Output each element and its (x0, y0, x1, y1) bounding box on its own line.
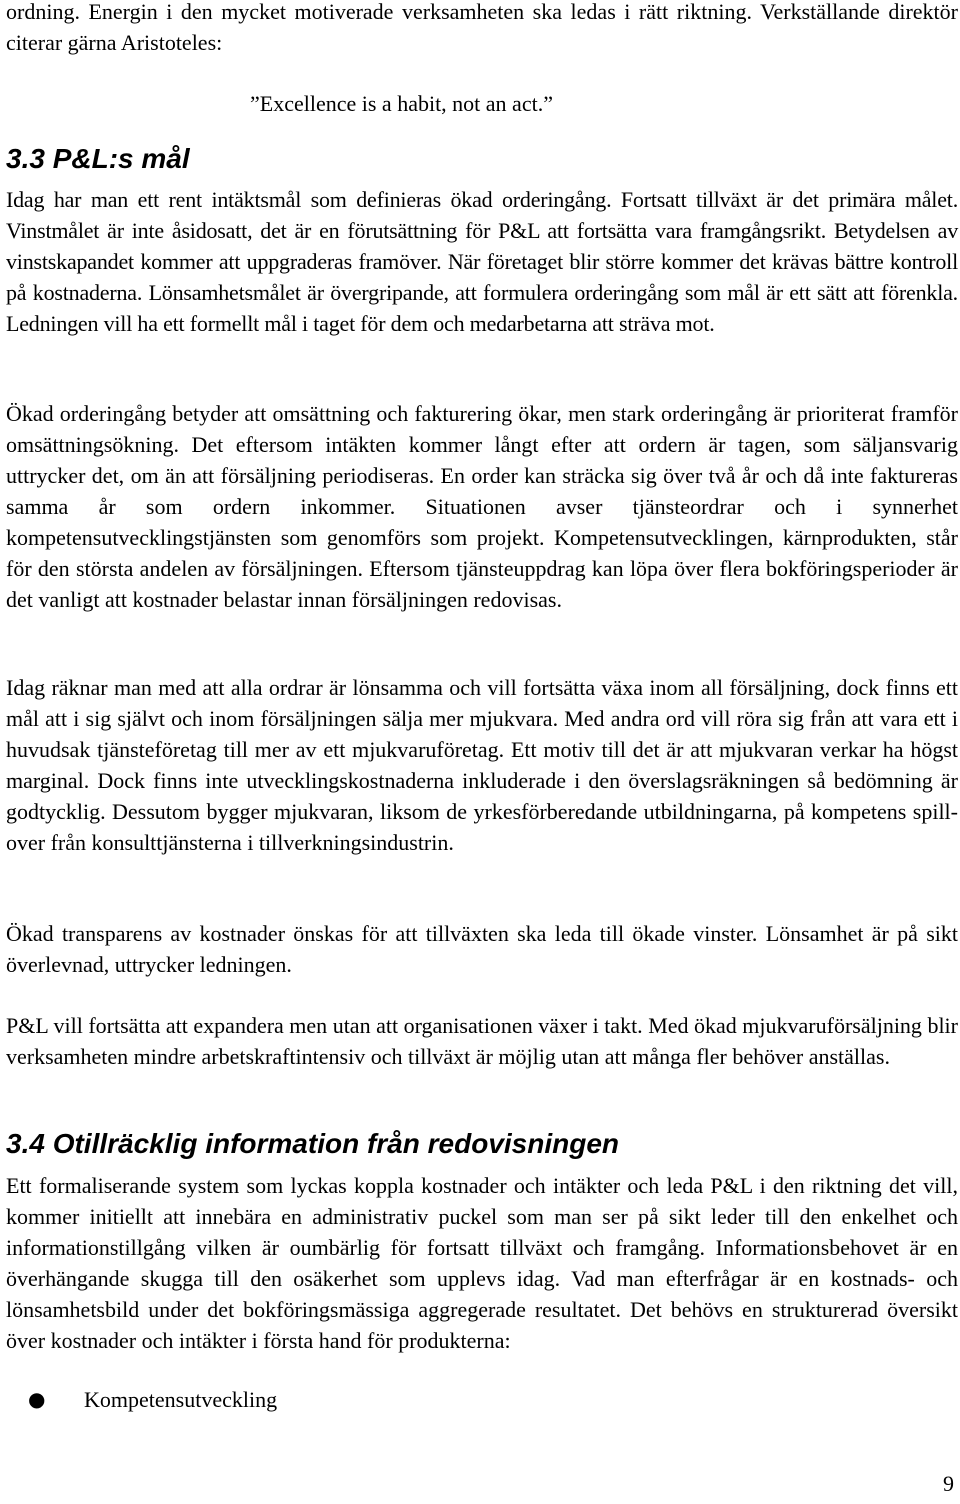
section-3-3-paragraph-5: P&L vill fortsätta att expandera men utan att organisationen växer i takt. Med ökad mjukvaruförsäljning blir verksamheten mindre arbetskraftintensiv och tillväxt är möjlig utan att många fler behöver anställas. (6, 1013, 958, 1069)
section-3-3-heading: 3.3 P&L:s mål (6, 143, 190, 174)
page-number: 9 (943, 1471, 954, 1496)
section-3-3-paragraph-1: Idag har man ett rent intäktsmål som definieras ökad orderingång. Fortsatt tillväxt är det primära målet. Vinstmålet är inte åsidosatt, det är en förutsättning för P&L att fortsätta vara framgångsrikt. Betydelsen av vinstskapandet kommer att uppgraderas framöver. När företaget blir större kommer det krävas bättre kontroll på kostnaderna. Lönsamhetsmålet är övergripande, att formulera orderingång som mål är ett sätt att förenkla. Ledningen vill ha ett formellt mål i taget för dem och medarbetarna att sträva mot. (6, 187, 958, 336)
list-item (6, 1384, 277, 1415)
section-3-4-paragraph: Ett formaliserande system som lyckas koppla kostnader och intäkter och leda P&L i den riktning det vill, kommer initiellt att innebära en administrativ puckel som man ser på sikt leder till den enkelhet och informationstillgång vilken är oumbärlig för fortsatt tillväxt och framgång. Informationsbehovet är en överhängande skugga till den osäkerhet som upplevs idag. Vad man efterfrågar är en kostnads- och lönsamhetsbild under det bokföringsmässiga aggregerade resultatet. Det behövs en strukturerad översikt över kostnader och intäkter i första hand för produkterna: (6, 1173, 958, 1353)
section-3-3-paragraph-4: Ökad transparens av kostnader önskas för att tillväxten ska leda till ökade vinster. Lönsamhet är på sikt överlevnad, uttrycker ledningen. (6, 921, 958, 977)
section-3-3-paragraph-2: Ökad orderingång betyder att omsättning och fakturering ökar, men stark orderingång är prioriterat framför omsättningsökning. Det eftersom intäkten kommer långt efter att ordern är tagen, som säljansvarig uttrycker det, om än att försäljning periodiseras. En order kan sträcka sig över två år och då inte faktureras samma år som ordern inkommer. Situationen avser tjänsteordrar och i synnerhet kompetensutvecklingstjänsten som genomförs som projekt. Kompetensutvecklingen, kärnprodukten, står för den största andelen av försäljningen. Eftersom tjänsteuppdrag kan löpa över flera bokföringsperioder är det vanligt att kostnader belastar innan försäljningen redovisas. (6, 401, 958, 612)
bullet-icon: ● (28, 1387, 46, 1411)
list-item-label: Kompetensutveckling (84, 1387, 278, 1412)
product-bullet-list (6, 1384, 277, 1415)
section-3-3-paragraph-3: Idag räknar man med att alla ordrar är lönsamma och vill fortsätta växa inom all försäljning, dock finns ett mål att i sig självt och inom försäljningen sälja mer mjukvara. Med andra ord vill röra sig från att vara ett i huvudsak tjänsteföretag till mer av ett mjukvaruföretag. Ett motiv till det är att mjukvaran verkar ha högst marginal. Dock finns inte utvecklingskostnaderna inkluderade i den överslagsräkningen så bedömning är godtycklig. Dessutom bygger mjukvaran, liksom de yrkesförberedande utbildningarna, på kompetens spill-over från konsulttjänsterna i tillverkningsindustrin. (6, 675, 958, 855)
aristoteles-quote: ”Excellence is a habit, not an act.” (250, 91, 553, 116)
section-3-4-heading: 3.4 Otillräcklig information från redovisningen (6, 1128, 620, 1159)
intro-paragraph: ordning. Energin i den mycket motiverade verksamheten ska ledas i rätt riktning. Verkställande direktör citerar gärna Aristoteles: (6, 0, 958, 55)
